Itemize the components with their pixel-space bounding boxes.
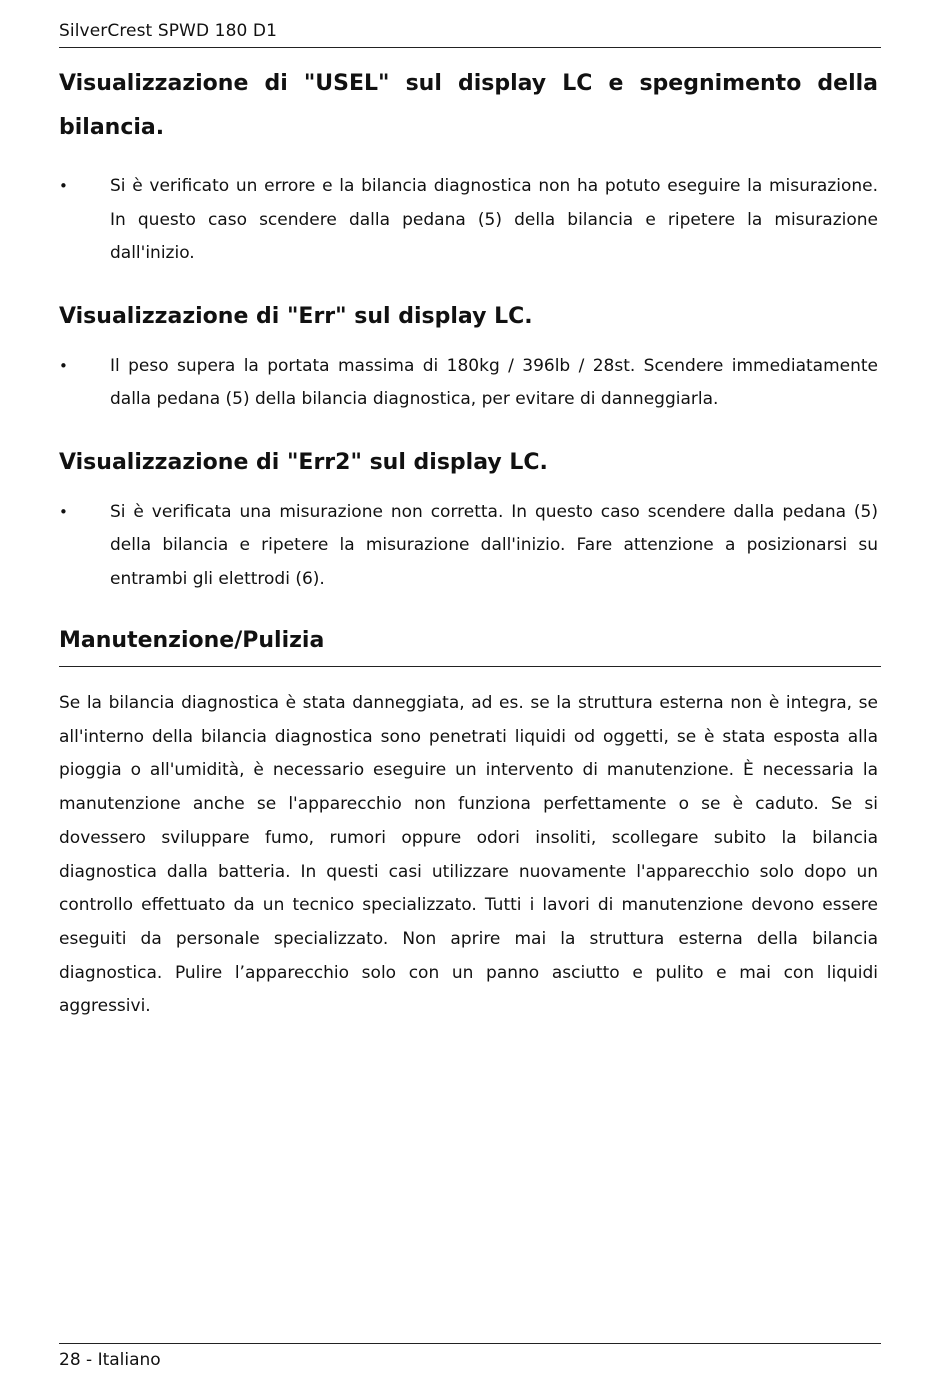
bullet-list-err2	[59, 496, 878, 597]
page-number: 28 - Italiano	[59, 1350, 161, 1370]
bullet-text-err2: Si è verificata una misurazione non corretta. In questo caso scendere dalla pedana (5) della bilancia e ripetere la misurazione dall'inizio. Fare attenzione a posizionarsi su entrambi gli elettrodi (6).	[110, 501, 878, 589]
maintenance-paragraph: Se la bilancia diagnostica è stata danneggiata, ad es. se la struttura esterna non è integra, se all'interno della bilancia diagnostica sono penetrati liquidi od oggetti, se è stata esposta alla pioggia o all'umidità, è necessario eseguire un intervento di manutenzione. È necessaria la manutenzione anche se l'apparecchio non funziona perfettamente o se è caduto. Se si dovessero sviluppare fumo, rumori oppure odori insoliti, scollegare subito la bilancia diagnostica dalla batteria. In questi casi utilizzare nuovamente l'apparecchio solo dopo un controllo effettuato da un tecnico specializzato. Tutti i lavori di manutenzione devono essere eseguiti da personale specializzato. Non aprire mai la struttura esterna della bilancia diagnostica. Pulire l’apparecchio solo con un panno asciutto e pulito e mai con liquidi aggressivi.	[59, 693, 878, 1017]
bullet-list-usel	[59, 170, 878, 271]
page-content	[59, 62, 878, 1041]
bullet-text-err: Il peso supera la portata massima di 180kg / 396lb / 28st. Scendere immediatamente dalla pedana (5) della bilancia diagnostica, per evitare di danneggiarla.	[110, 355, 878, 409]
list-item	[59, 496, 878, 597]
bullet-text-usel: Si è verificato un errore e la bilancia diagnostica non ha potuto eseguire la misurazione. In questo caso scendere dalla pedana (5) della bilancia e ripetere la misurazione dall'inizio.	[110, 176, 878, 263]
heading-maintenance: Manutenzione/Pulizia	[59, 626, 881, 667]
heading-err: Visualizzazione di "Err" sul display LC.	[59, 303, 533, 329]
document-title: SilverCrest SPWD 180 D1	[59, 21, 278, 41]
bullet-icon: •	[59, 177, 68, 195]
bullet-icon: •	[59, 502, 68, 521]
page-footer	[59, 1343, 881, 1370]
list-item	[59, 170, 878, 271]
list-item	[59, 350, 878, 417]
bullet-list-err	[59, 350, 878, 417]
heading-err2: Visualizzazione di "Err2" sul display LC.	[59, 449, 548, 475]
bullet-icon: •	[59, 356, 68, 375]
heading-usel: Visualizzazione di "USEL" sul display LC e spegnimento della bilancia.	[59, 71, 878, 140]
page-header	[59, 20, 881, 48]
